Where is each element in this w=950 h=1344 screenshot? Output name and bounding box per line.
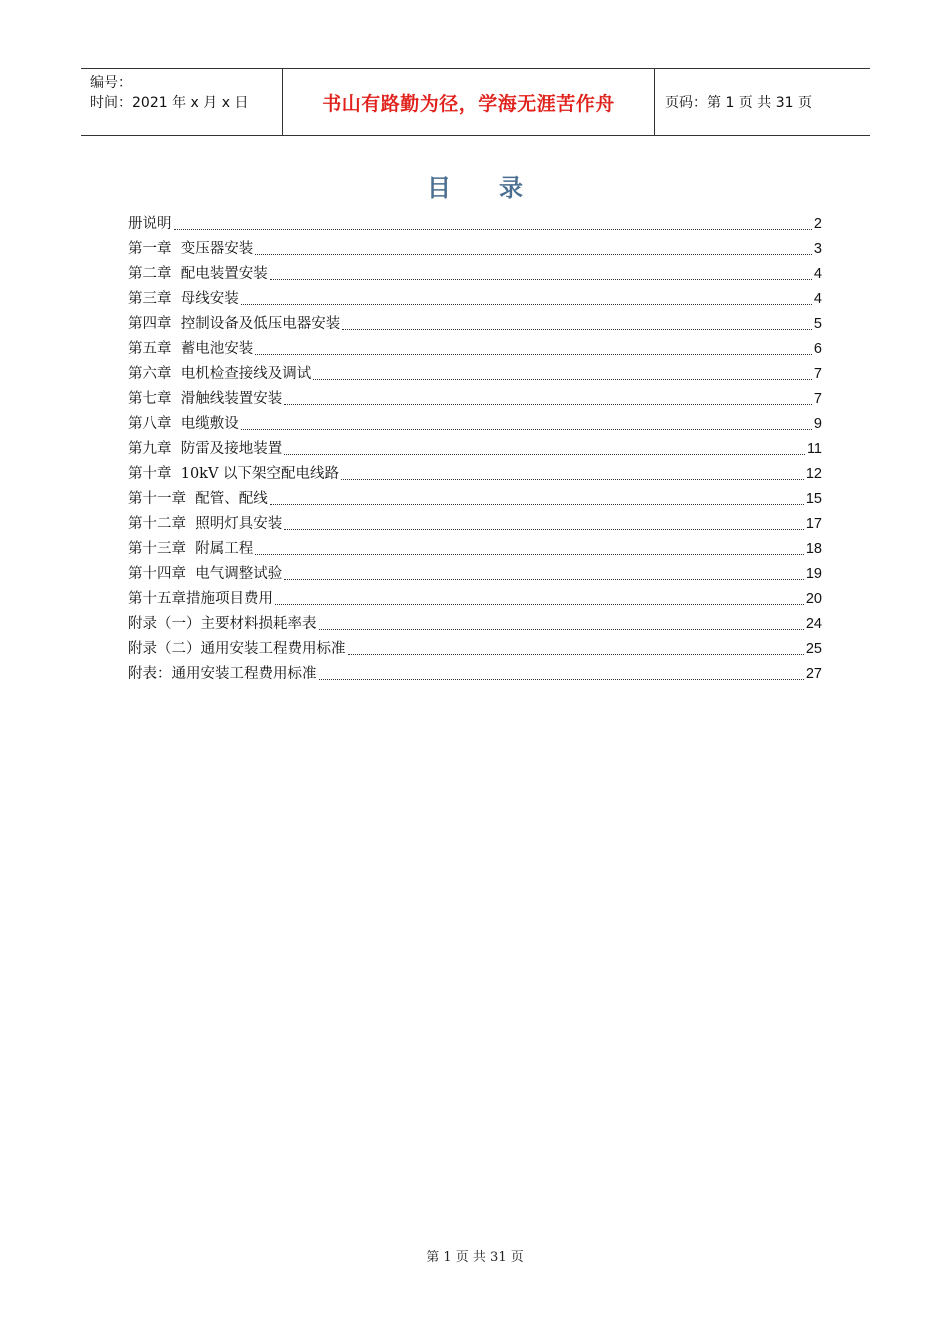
toc-entry-page: 20 bbox=[805, 591, 822, 607]
toc-entry-label: 第五章 蓄电池安装 bbox=[128, 341, 254, 357]
toc-entry-label: 第十二章 照明灯具安装 bbox=[128, 516, 283, 532]
toc-entry-label: 附录（二）通用安装工程费用标准 bbox=[128, 641, 346, 657]
toc-entry-label: 第十五章措施项目费用 bbox=[128, 591, 273, 607]
toc-entry[interactable] bbox=[128, 487, 822, 512]
toc-entry-label: 第六章 电机检查接线及调试 bbox=[128, 366, 312, 382]
toc-entry[interactable] bbox=[128, 562, 822, 587]
toc-entry-label: 第一章 变压器安装 bbox=[128, 241, 254, 257]
toc-entry-leader bbox=[241, 428, 812, 430]
toc-entry-page: 7 bbox=[813, 391, 822, 407]
toc-entry[interactable] bbox=[128, 462, 822, 487]
toc-title-right: 录 bbox=[499, 174, 523, 202]
toc-entry[interactable] bbox=[128, 262, 822, 287]
header-page-info: 页码：第 1 页 共 31 页 bbox=[665, 95, 812, 111]
toc-entry[interactable] bbox=[128, 637, 822, 662]
toc-entry-page: 24 bbox=[805, 616, 822, 632]
toc-entry-label: 册说明 bbox=[128, 216, 172, 232]
header-motto-cell bbox=[282, 69, 655, 135]
toc-entry-leader bbox=[348, 653, 804, 655]
toc-title-left: 目 bbox=[427, 174, 451, 202]
document-header bbox=[81, 68, 870, 136]
header-motto: 书山有路勤为径，学海无涯苦作舟 bbox=[322, 92, 615, 115]
toc-entry-page: 19 bbox=[805, 566, 822, 582]
toc-entry-label: 第九章 防雷及接地装置 bbox=[128, 441, 283, 457]
toc-entry-page: 5 bbox=[813, 316, 822, 332]
toc-entry[interactable] bbox=[128, 212, 822, 237]
toc-entry-page: 3 bbox=[813, 241, 822, 257]
toc-entry[interactable] bbox=[128, 662, 822, 687]
toc-entry-page: 12 bbox=[805, 466, 822, 482]
toc-entry-page: 25 bbox=[805, 641, 822, 657]
toc-entry-label: 第十一章 配管、配线 bbox=[128, 491, 268, 507]
toc-entry-label: 第十三章 附属工程 bbox=[128, 541, 254, 557]
toc-entry-page: 15 bbox=[805, 491, 822, 507]
toc-entry[interactable] bbox=[128, 612, 822, 637]
toc-entry-label: 第四章 控制设备及低压电器安装 bbox=[128, 316, 341, 332]
toc-entry-leader bbox=[174, 228, 812, 230]
toc-entry-leader bbox=[270, 278, 812, 280]
toc-entry[interactable] bbox=[128, 237, 822, 262]
toc-entry-label: 第十章 10kV 以下架空配电线路 bbox=[128, 466, 340, 482]
toc-entry-label: 附录（一）主要材料损耗率表 bbox=[128, 616, 317, 632]
toc-entry-label: 第三章 母线安装 bbox=[128, 291, 239, 307]
toc-entry-page: 11 bbox=[806, 441, 822, 457]
toc-entry[interactable] bbox=[128, 537, 822, 562]
toc-entry[interactable] bbox=[128, 337, 822, 362]
toc-entry[interactable] bbox=[128, 387, 822, 412]
toc-entry[interactable] bbox=[128, 587, 822, 612]
toc-entry-page: 18 bbox=[805, 541, 822, 557]
toc-entry-page: 2 bbox=[813, 216, 822, 232]
toc-entry-label: 第十四章 电气调整试验 bbox=[128, 566, 283, 582]
toc-entry-leader bbox=[313, 378, 812, 380]
toc-entry-leader bbox=[275, 603, 804, 605]
toc-entry-leader bbox=[241, 303, 812, 305]
toc-entry-leader bbox=[284, 403, 812, 405]
table-of-contents bbox=[128, 212, 822, 687]
toc-entry-leader bbox=[255, 253, 812, 255]
header-page-cell bbox=[655, 69, 870, 135]
toc-entry-page: 9 bbox=[813, 416, 822, 432]
toc-entry-label: 第八章 电缆敷设 bbox=[128, 416, 239, 432]
toc-entry[interactable] bbox=[128, 512, 822, 537]
toc-entry-leader bbox=[284, 453, 805, 455]
toc-entry-leader bbox=[255, 353, 812, 355]
toc-entry-page: 17 bbox=[805, 516, 822, 532]
document-number-label: 编号： bbox=[90, 75, 132, 91]
toc-entry-leader bbox=[255, 553, 804, 555]
toc-entry-label: 附表：通用安装工程费用标准 bbox=[128, 666, 317, 682]
toc-entry-label: 第七章 滑触线装置安装 bbox=[128, 391, 283, 407]
toc-entry-leader bbox=[342, 328, 812, 330]
toc-entry[interactable] bbox=[128, 362, 822, 387]
toc-entry[interactable] bbox=[128, 312, 822, 337]
toc-entry-leader bbox=[341, 478, 804, 480]
toc-entry-page: 4 bbox=[813, 291, 822, 307]
toc-entry[interactable] bbox=[128, 437, 822, 462]
header-meta-cell bbox=[81, 69, 282, 135]
document-time-label: 时间：2021 年 x 月 x 日 bbox=[90, 95, 249, 111]
toc-entry[interactable] bbox=[128, 287, 822, 312]
toc-entry-page: 27 bbox=[805, 666, 822, 682]
toc-title bbox=[0, 168, 950, 203]
toc-entry-page: 4 bbox=[813, 266, 822, 282]
toc-entry-page: 7 bbox=[813, 366, 822, 382]
toc-entry-label: 第二章 配电装置安装 bbox=[128, 266, 268, 282]
toc-entry-leader bbox=[284, 578, 804, 580]
toc-entry-page: 6 bbox=[813, 341, 822, 357]
toc-entry[interactable] bbox=[128, 412, 822, 437]
page-footer: 第 1 页 共 31 页 bbox=[426, 1250, 524, 1265]
toc-entry-leader bbox=[319, 628, 804, 630]
toc-entry-leader bbox=[284, 528, 804, 530]
toc-entry-leader bbox=[270, 503, 804, 505]
toc-entry-leader bbox=[319, 678, 804, 680]
